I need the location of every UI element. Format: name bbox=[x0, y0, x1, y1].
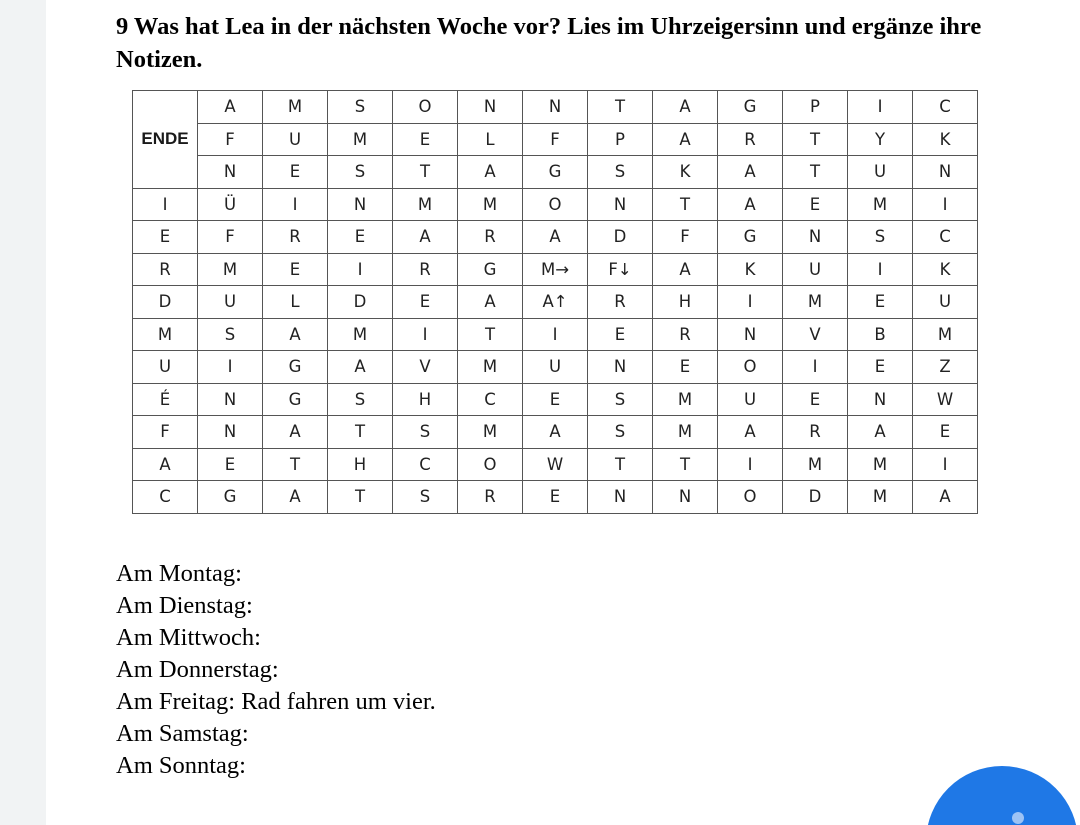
grid-letter-cell: E bbox=[263, 253, 328, 286]
grid-letter-cell: K bbox=[913, 253, 978, 286]
grid-letter-cell: A bbox=[328, 351, 393, 384]
grid-letter-cell: A bbox=[653, 123, 718, 156]
grid-letter-cell: F bbox=[198, 221, 263, 254]
grid-letter-cell: A bbox=[523, 416, 588, 449]
grid-letter-cell: R bbox=[588, 286, 653, 319]
grid-letter-cell: T bbox=[458, 318, 523, 351]
grid-letter-cell: O bbox=[718, 351, 783, 384]
grid-letter-cell: K bbox=[913, 123, 978, 156]
grid-letter-cell: A bbox=[653, 253, 718, 286]
grid-row bbox=[133, 123, 978, 156]
grid-letter-cell: M bbox=[458, 416, 523, 449]
grid-letter-cell: A bbox=[523, 221, 588, 254]
grid-side-cell: D bbox=[133, 286, 198, 319]
grid-letter-cell: S bbox=[588, 156, 653, 189]
grid-letter-cell: A bbox=[198, 91, 263, 124]
note-line: Am Freitag: Rad fahren um vier. bbox=[116, 688, 436, 715]
grid-letter-cell: U bbox=[523, 351, 588, 384]
grid-letter-cell: T bbox=[263, 448, 328, 481]
note-line: Am Montag: bbox=[116, 560, 242, 587]
grid-letter-cell: N bbox=[848, 383, 913, 416]
grid-letter-cell: R bbox=[458, 221, 523, 254]
grid-letter-cell: N bbox=[198, 156, 263, 189]
grid-row bbox=[133, 318, 978, 351]
grid-letter-cell: E bbox=[328, 221, 393, 254]
grid-letter-cell: I bbox=[393, 318, 458, 351]
grid-letter-cell: C bbox=[913, 221, 978, 254]
grid-letter-cell: O bbox=[523, 188, 588, 221]
grid-letter-cell: I bbox=[328, 253, 393, 286]
grid-letter-cell: E bbox=[783, 188, 848, 221]
task-title-line-1: 9 Was hat Lea in der nächsten Woche vor? Lies im Uhrzeigersinn und ergänze ihre bbox=[116, 13, 982, 40]
grid-letter-cell: U bbox=[783, 253, 848, 286]
grid-letter-cell: N bbox=[718, 318, 783, 351]
grid-letter-cell: C bbox=[393, 448, 458, 481]
grid-letter-cell: S bbox=[588, 416, 653, 449]
grid-letter-cell: M bbox=[913, 318, 978, 351]
grid-letter-cell: L bbox=[263, 286, 328, 319]
grid-letter-cell: G bbox=[263, 383, 328, 416]
grid-letter-cell: H bbox=[653, 286, 718, 319]
grid-letter-cell: A bbox=[263, 318, 328, 351]
grid-letter-cell: A bbox=[263, 416, 328, 449]
grid-row bbox=[133, 253, 978, 286]
grid-row bbox=[133, 481, 978, 514]
grid-side-cell: I bbox=[133, 188, 198, 221]
grid-letter-cell: E bbox=[523, 481, 588, 514]
grid-letter-cell: M bbox=[328, 123, 393, 156]
grid-letter-cell: A bbox=[913, 481, 978, 514]
grid-letter-cell: M bbox=[458, 188, 523, 221]
grid-letter-cell: A bbox=[848, 416, 913, 449]
grid-letter-cell: E bbox=[198, 448, 263, 481]
grid-letter-cell: Z bbox=[913, 351, 978, 384]
grid-letter-cell: N bbox=[198, 383, 263, 416]
grid-letter-cell: E bbox=[913, 416, 978, 449]
grid-letter-cell: F bbox=[653, 221, 718, 254]
grid-letter-cell: A↑ bbox=[523, 286, 588, 319]
grid-letter-cell: T bbox=[653, 188, 718, 221]
grid-letter-cell: R bbox=[718, 123, 783, 156]
grid-letter-cell: V bbox=[783, 318, 848, 351]
grid-letter-cell: F bbox=[198, 123, 263, 156]
grid-letter-cell: N bbox=[328, 188, 393, 221]
task-title bbox=[116, 10, 1080, 76]
grid-letter-cell: I bbox=[783, 351, 848, 384]
grid-letter-cell: H bbox=[393, 383, 458, 416]
grid-letter-cell: I bbox=[718, 448, 783, 481]
grid-row bbox=[133, 156, 978, 189]
grid-letter-cell: G bbox=[718, 221, 783, 254]
grid-letter-cell: N bbox=[588, 188, 653, 221]
grid-letter-cell: A bbox=[458, 286, 523, 319]
grid-letter-cell: T bbox=[588, 448, 653, 481]
grid-letter-cell: P bbox=[588, 123, 653, 156]
grid-letter-cell: S bbox=[198, 318, 263, 351]
grid-side-cell: ENDE bbox=[133, 123, 198, 156]
grid-row bbox=[133, 188, 978, 221]
grid-letter-cell: R bbox=[458, 481, 523, 514]
grid-letter-cell: M→ bbox=[523, 253, 588, 286]
grid-letter-cell: D bbox=[588, 221, 653, 254]
grid-side-cell: A bbox=[133, 448, 198, 481]
floating-action-button[interactable] bbox=[926, 766, 1078, 825]
grid-letter-cell: F↓ bbox=[588, 253, 653, 286]
grid-letter-cell: T bbox=[588, 91, 653, 124]
grid-letter-cell: I bbox=[913, 448, 978, 481]
grid-letter-cell: R bbox=[653, 318, 718, 351]
grid-letter-cell: E bbox=[263, 156, 328, 189]
grid-letter-cell: N bbox=[458, 91, 523, 124]
grid-letter-cell: E bbox=[653, 351, 718, 384]
grid-letter-cell: F bbox=[523, 123, 588, 156]
grid-letter-cell: M bbox=[653, 383, 718, 416]
grid-letter-cell: W bbox=[913, 383, 978, 416]
grid-letter-cell: A bbox=[718, 416, 783, 449]
word-grid bbox=[132, 90, 978, 514]
grid-letter-cell: E bbox=[393, 286, 458, 319]
grid-letter-cell: U bbox=[198, 286, 263, 319]
grid-letter-cell: T bbox=[328, 481, 393, 514]
grid-letter-cell: M bbox=[458, 351, 523, 384]
grid-letter-cell: Ü bbox=[198, 188, 263, 221]
grid-letter-cell: W bbox=[523, 448, 588, 481]
grid-letter-cell: G bbox=[263, 351, 328, 384]
note-line: Am Donnerstag: bbox=[116, 656, 279, 683]
grid-letter-cell: A bbox=[393, 221, 458, 254]
grid-side-cell bbox=[133, 91, 198, 124]
grid-letter-cell: A bbox=[263, 481, 328, 514]
grid-letter-cell: E bbox=[523, 383, 588, 416]
grid-letter-cell: U bbox=[913, 286, 978, 319]
grid-letter-cell: G bbox=[198, 481, 263, 514]
grid-letter-cell: A bbox=[653, 91, 718, 124]
grid-letter-cell: M bbox=[653, 416, 718, 449]
grid-side-cell: F bbox=[133, 416, 198, 449]
grid-letter-cell: M bbox=[783, 286, 848, 319]
note-line: Am Samstag: bbox=[116, 720, 249, 747]
task-title-line-2: Notizen. bbox=[116, 46, 203, 73]
grid-letter-cell: N bbox=[198, 416, 263, 449]
grid-letter-cell: A bbox=[718, 156, 783, 189]
grid-letter-cell: R bbox=[263, 221, 328, 254]
grid-side-cell: R bbox=[133, 253, 198, 286]
grid-letter-cell: D bbox=[783, 481, 848, 514]
grid-row bbox=[133, 221, 978, 254]
grid-letter-cell: N bbox=[588, 351, 653, 384]
grid-letter-cell: I bbox=[848, 253, 913, 286]
grid-letter-cell: N bbox=[588, 481, 653, 514]
grid-letter-cell: I bbox=[523, 318, 588, 351]
grid-letter-cell: E bbox=[588, 318, 653, 351]
fab-icon bbox=[1012, 812, 1024, 824]
grid-letter-cell: S bbox=[393, 416, 458, 449]
grid-letter-cell: P bbox=[783, 91, 848, 124]
grid-letter-cell: V bbox=[393, 351, 458, 384]
grid-letter-cell: E bbox=[848, 286, 913, 319]
grid-side-cell: E bbox=[133, 221, 198, 254]
grid-letter-cell: E bbox=[848, 351, 913, 384]
grid-row bbox=[133, 351, 978, 384]
grid-letter-cell: G bbox=[458, 253, 523, 286]
grid-side-cell: É bbox=[133, 383, 198, 416]
grid-letter-cell: O bbox=[458, 448, 523, 481]
grid-letter-cell: G bbox=[718, 91, 783, 124]
grid-row bbox=[133, 286, 978, 319]
grid-row bbox=[133, 448, 978, 481]
grid-side-cell: M bbox=[133, 318, 198, 351]
grid-letter-cell: E bbox=[783, 383, 848, 416]
grid-letter-cell: C bbox=[458, 383, 523, 416]
grid-letter-cell: U bbox=[848, 156, 913, 189]
grid-letter-cell: S bbox=[328, 91, 393, 124]
grid-letter-cell: G bbox=[523, 156, 588, 189]
grid-letter-cell: T bbox=[783, 156, 848, 189]
grid-letter-cell: R bbox=[393, 253, 458, 286]
grid-row bbox=[133, 91, 978, 124]
grid-letter-cell: M bbox=[263, 91, 328, 124]
document-page bbox=[46, 0, 1080, 825]
notes-list bbox=[116, 558, 436, 782]
grid-letter-cell: M bbox=[848, 188, 913, 221]
grid-letter-cell: S bbox=[848, 221, 913, 254]
grid-side-cell: U bbox=[133, 351, 198, 384]
grid-letter-cell: R bbox=[783, 416, 848, 449]
grid-letter-cell: S bbox=[328, 156, 393, 189]
grid-letter-cell: C bbox=[913, 91, 978, 124]
grid-letter-cell: E bbox=[393, 123, 458, 156]
grid-row bbox=[133, 383, 978, 416]
grid-letter-cell: M bbox=[848, 481, 913, 514]
grid-letter-cell: S bbox=[393, 481, 458, 514]
grid-letter-cell: K bbox=[718, 253, 783, 286]
grid-letter-cell: N bbox=[783, 221, 848, 254]
grid-letter-cell: N bbox=[653, 481, 718, 514]
grid-letter-cell: H bbox=[328, 448, 393, 481]
grid-letter-cell: S bbox=[588, 383, 653, 416]
grid-letter-cell: M bbox=[198, 253, 263, 286]
grid-side-cell bbox=[133, 156, 198, 189]
grid-letter-cell: S bbox=[328, 383, 393, 416]
grid-letter-cell: T bbox=[783, 123, 848, 156]
grid-letter-cell: I bbox=[198, 351, 263, 384]
grid-letter-cell: M bbox=[848, 448, 913, 481]
grid-letter-cell: T bbox=[393, 156, 458, 189]
grid-letter-cell: U bbox=[263, 123, 328, 156]
grid-letter-cell: I bbox=[263, 188, 328, 221]
grid-letter-cell: I bbox=[913, 188, 978, 221]
note-line: Am Sonntag: bbox=[116, 752, 246, 779]
grid-letter-cell: K bbox=[653, 156, 718, 189]
grid-letter-cell: A bbox=[458, 156, 523, 189]
grid-letter-cell: T bbox=[328, 416, 393, 449]
grid-letter-cell: I bbox=[718, 286, 783, 319]
grid-letter-cell: M bbox=[783, 448, 848, 481]
grid-letter-cell: N bbox=[913, 156, 978, 189]
grid-letter-cell: T bbox=[653, 448, 718, 481]
grid-letter-cell: A bbox=[718, 188, 783, 221]
grid-letter-cell: L bbox=[458, 123, 523, 156]
grid-letter-cell: U bbox=[718, 383, 783, 416]
note-line: Am Dienstag: bbox=[116, 592, 253, 619]
grid-letter-cell: O bbox=[393, 91, 458, 124]
grid-letter-cell: M bbox=[393, 188, 458, 221]
grid-letter-cell: M bbox=[328, 318, 393, 351]
grid-letter-cell: B bbox=[848, 318, 913, 351]
grid-letter-cell: N bbox=[523, 91, 588, 124]
grid-side-cell: C bbox=[133, 481, 198, 514]
grid-row bbox=[133, 416, 978, 449]
note-line: Am Mittwoch: bbox=[116, 624, 261, 651]
grid-letter-cell: Y bbox=[848, 123, 913, 156]
grid-letter-cell: O bbox=[718, 481, 783, 514]
grid-letter-cell: I bbox=[848, 91, 913, 124]
grid-letter-cell: D bbox=[328, 286, 393, 319]
